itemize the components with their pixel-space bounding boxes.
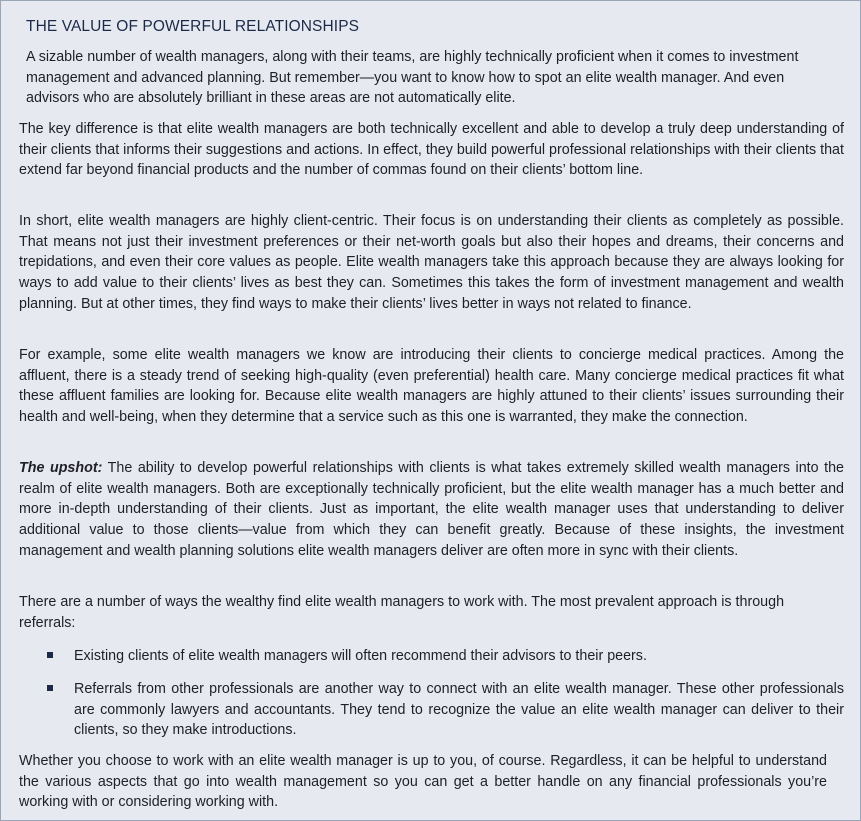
intro-paragraph: A sizable number of wealth managers, along with their teams, are highly technically proficient when it comes to investment management and advanced planning. But remember—you want to know how to spot an elite wealth manager. And even advisors who are absolutely brilliant in these areas are not automatically elite. [26,49,799,107]
square-bullet-icon [47,685,53,691]
panel-title: THE VALUE OF POWERFUL RELATIONSHIPS [26,18,360,35]
list-item [74,679,844,741]
list-item [74,646,844,667]
list-item-text: Existing clients of elite wealth managers will often recommend their advisors to their peers. [74,648,647,664]
square-bullet-icon [47,652,53,658]
paragraph-upshot [19,458,844,562]
upshot-text: The ability to develop powerful relationships with clients is what takes extremely skilled wealth managers into the realm of elite wealth managers. Both are exceptionally technically proficient, but the elite wealth manager has a much better and more in-depth understanding of their clients. Just as important, the elite wealth manager uses that understanding to deliver additional value to those clients—value from which they can benefit greatly. Because of these insights, the investment management and wealth planning solutions elite wealth managers deliver are often more in sync with their clients. [19,460,845,559]
paragraph-closing: Whether you choose to work with an elite wealth manager is up to you, of course. Regardless, it can be helpful to understand the various aspects that go into wealth management so you can get a better handle on any financial professionals you’re working with or considering working with. [19,753,827,811]
paragraph-referrals-intro: There are a number of ways the wealthy find elite wealth managers to work with. The most prevalent approach is through referrals: [19,594,785,631]
upshot-label: The upshot: [19,460,103,476]
paragraph-key-difference: The key difference is that elite wealth managers are both technically excellent and able to develop a truly deep understanding of their clients that informs their suggestions and actions. In effect, they build powerful professional relationships with their clients that extend far beyond financial products and the number of commas found on their clients’ bottom line. [19,121,844,179]
paragraph-example: For example, some elite wealth managers we know are introducing their clients to concierge medical practices. Among the affluent, there is a steady trend of seeking high-quality (even preferential) health care. Many concierge medical practices fit what these affluent families are looking for. Because elite wealth managers are highly attuned to their clients’ issues surrounding their health and well-being, when they determine that a service such as this one is warranted, they make the connection. [19,347,844,426]
list-item-text: Referrals from other professionals are another way to connect with an elite wealth manager. These other professionals are commonly lawyers and accountants. They tend to recognize the value an elite wealth manager can deliver to their clients, so they make introductions. [74,681,844,739]
paragraph-client-centric: In short, elite wealth managers are highly client-centric. Their focus is on understanding their clients as completely as possible. That means not just their investment preferences or their net-worth goals but also their hopes and dreams, their concerns and trepidations, and even their core values as people. Elite wealth managers take this approach because they are always looking for ways to add value to their clients’ lives as best they can. Sometimes this takes the form of investment management and wealth planning. But at other times, they find ways to make their clients’ lives better in ways not related to finance. [19,213,844,312]
